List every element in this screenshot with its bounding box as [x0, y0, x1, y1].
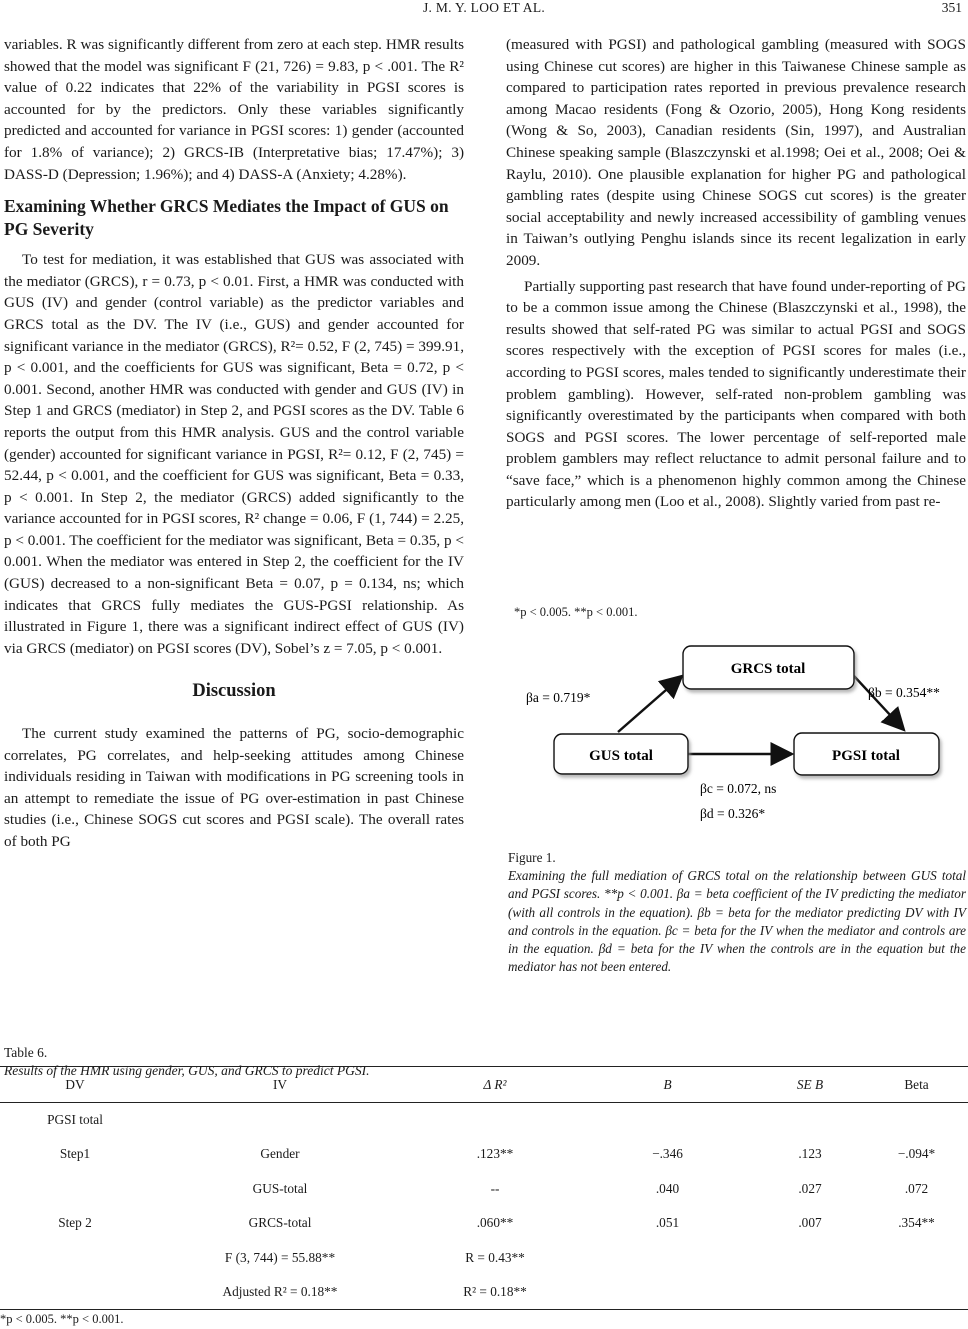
table-cell: Step 2: [58, 1215, 92, 1231]
table-cell: GUS-total: [252, 1180, 308, 1196]
mediator-label: GRCS total: [730, 661, 806, 677]
table-cell: [865, 1275, 968, 1310]
table-cell: .027: [798, 1180, 822, 1196]
table-title: Results of the HMR using gender, GUS, and GRCS to predict PGSI.: [4, 1063, 370, 1078]
table-cell: −.346: [652, 1146, 683, 1162]
table-cell: F (3, 744) = 55.88**: [224, 1249, 336, 1265]
table-cell: R² = 0.18**: [410, 1275, 580, 1310]
column-header: DV: [0, 1067, 150, 1103]
results-table: [0, 1066, 968, 1310]
table-cell: [755, 1275, 865, 1310]
table-cell: .051: [655, 1215, 680, 1231]
table-cell: [0, 1172, 150, 1207]
table-row: [0, 1172, 968, 1207]
running-head: J. M. Y. LOO ET AL.: [422, 0, 546, 15]
table-cell: [755, 1241, 865, 1276]
column-header: Beta: [865, 1067, 968, 1103]
table-cell: R = 0.43**: [465, 1249, 525, 1265]
right-column: [506, 34, 966, 513]
paragraph: Partially supporting past research that have found under-reporting of PG to be a common issue among the Chinese (Blaszczynski et al., 1998), the results showed that self-rated PG was similar to actual PGSI and SOGS scores respectively with the exception of PGSI scores for males (i.e., according to PGSI scores, males tended to significantly underestimate their problem gambling). However, self-rated non-problem gambling was significantly overestimated by the participants when compared with both SOGS and PGSI scores. The lower percentage of self-reported male problem gamblers may reflect reluctance to admit personal failure and to “save face,” which is a phenomenon highly common among the Chinese particularly among men (Loo et al., 2008). Slightly varied from past re-: [506, 277, 966, 511]
table-cell: .123: [798, 1146, 822, 1162]
beta-b-label: βb = 0.354**: [868, 685, 940, 700]
table-cell: Gender: [260, 1146, 300, 1162]
table-row: [0, 1103, 968, 1138]
table-cell: [865, 1241, 968, 1276]
table-cell: −.094*: [897, 1146, 936, 1162]
table-row: [0, 1275, 968, 1310]
table-header-row: [0, 1067, 968, 1103]
table-cell: .354**: [898, 1215, 935, 1231]
table-cell: [755, 1103, 865, 1138]
table-cell: [580, 1241, 755, 1276]
beta-d-label: βd = 0.326*: [700, 806, 766, 821]
table-cell: [580, 1103, 755, 1138]
table-cell: .060**: [476, 1215, 514, 1231]
paragraph: variables. R was significantly different from zero at each step. HMR results showed that the model was significant F (21, 726) = 9.83, p < .001. The R² value of 0.22 indicates that 22% of the variability in PGSI scores is accounted for by the predictors. Only these variables significantly predicted and accounted for variance in PGSI scores: 1) gender (accounted for 1.8% of variance); 2) GRCS-IB (Interpretative bias; 17.47%); 3) DASS-D (Depression; 1.96%); and 4) DASS-A (Anxiety; 4.28%).: [4, 36, 464, 183]
table-label: Table 6.: [4, 1045, 48, 1060]
page-number: 351: [941, 0, 962, 15]
dv-label: PGSI total: [832, 748, 900, 764]
table-cell: [0, 1275, 150, 1310]
iv-label: GUS total: [589, 748, 653, 764]
left-column: [4, 34, 464, 853]
table-cell: --: [490, 1180, 500, 1196]
table-cell: [865, 1103, 968, 1138]
beta-c-label: βc = 0.072, ns: [700, 781, 777, 796]
column-header: IV: [150, 1067, 410, 1103]
section-heading: Examining Whether GRCS Mediates the Impact of GUS on PG Severity: [4, 196, 449, 240]
section-heading-discussion: Discussion: [192, 681, 276, 702]
table-cell: .072: [904, 1180, 929, 1196]
figure-caption: [508, 849, 966, 976]
table-cell: [150, 1103, 410, 1138]
table-cell: .040: [655, 1180, 680, 1196]
table-row: [0, 1137, 968, 1172]
table-cell: .007: [798, 1215, 822, 1231]
figure-significance-note: *p < 0.005. **p < 0.001.: [514, 605, 638, 619]
paragraph: The current study examined the patterns of PG, socio-demographic correlates, PG correlates, and help-seeking attitudes among Chinese individuals residing in Taiwan with modifications in PG screening tools in an attempt to remediate the issue of PG over-estimation in past Chinese studies (i.e., Chinese SOGS cut scores and PGSI scale). The overall rates of both PG: [4, 725, 464, 850]
table-cell: GRCS-total: [248, 1215, 312, 1231]
mediation-figure: [506, 600, 968, 830]
column-header: Δ R²: [410, 1067, 580, 1103]
mediation-diagram: [506, 600, 968, 830]
paragraph: To test for mediation, it was established that GUS was associated with the mediator (GRCS), r = 0.73, p < 0.01. First, a HMR was conducted with GUS (IV) and gender (control variable) as the predictor variables and GRCS total as the DV. The IV (i.e., GUS) and gender accounted for significant variance in the mediator (GRCS), R²= 0.52, F (2, 745) = 399.91, p < 0.001, and the coefficients for GUS was significant, Beta = 0.72, p < 0.001. Second, another HMR was conducted with gender and GUS (IV) in Step 1 and GRCS (mediator) in Step 2, and PGSI scores as the DV. Table 6 reports the output from this HMR analysis. GUS and the control variable (gender) accounted for significant variance in PGSI, R²= 0.12, F (2, 745) = 52.44, p < 0.001, and the coefficient for GUS was significant, Beta = 0.33, p < 0.001. In Step 2, the mediator (GRCS) added significantly to the variance accounted for in PGSI scores, R² change = 0.06, F (1, 744) = 2.25, p < 0.001. The coefficient for the mediator was significant, Beta = 0.35, p < 0.001. When the mediator was entered in Step 2, the coefficient for the IV (GUS) decreased to a non-significant Beta = 0.07, p = 0.134, ns; which indicates that GRCS fully mediates the GUS-PGSI relationship. As illustrated in Figure 1, there was a significant indirect effect of GUS (IV) via GRCS (mediator) on PGSI scores (DV), Sobel’s z = 7.05, p < 0.001.: [4, 251, 464, 657]
table-cell: .123**: [476, 1146, 514, 1162]
page-header: [0, 0, 968, 22]
table-footnote: *p < 0.005. **p < 0.001.: [0, 1312, 124, 1326]
arrow-a: [618, 676, 682, 732]
column-header: SE B: [755, 1067, 865, 1103]
table-cell: [580, 1275, 755, 1310]
table-cell: Step1: [59, 1146, 91, 1162]
paragraph: (measured with PGSI) and pathological gambling (measured with SOGS using Chinese cut scores) are higher in this Taiwanese Chinese sample as compared to participation rates reported in previous prevalence research among Macao residents (Fong & Ozorio, 2005), Hong Kong residents (Wong & So, 2003), Canadian residents (Sin, 1997), and Australian Chinese speaking sample (Blaszczynski et al.1998; Oei et al., 2008; Oei & Raylu, 2010). One plausible explanation for higher PG and pathological gambling rates (despite using Chinese SOGS cut scores) is the greater social acceptability and newly increased accessibility of gambling venues in Taiwan’s outlying Penghu islands since its recent legalization in early 2009.: [506, 36, 966, 269]
table-cell: Adjusted R² = 0.18**: [150, 1275, 410, 1310]
figure-caption-label: Figure 1.: [508, 850, 556, 865]
beta-a-label: βa = 0.719*: [526, 690, 591, 705]
table-row: [0, 1241, 968, 1276]
table-cell: [410, 1103, 580, 1138]
table-cell: PGSI total: [47, 1112, 103, 1127]
table-cell: [0, 1241, 150, 1276]
table-row: [0, 1206, 968, 1241]
figure-caption-text: Examining the full mediation of GRCS total on the relationship between GUS total and PGSI scores. **p < 0.001. βa = beta coefficient of the IV predicting the mediator (with all controls in the equation). βb = beta for the mediator predicting DV with IV and controls in the equation. βc = beta for the IV when the mediator and controls are in the equation. βd = beta for the IV when the controls are in the equation but the mediator has not been entered.: [508, 868, 966, 975]
column-header: B: [580, 1067, 755, 1103]
